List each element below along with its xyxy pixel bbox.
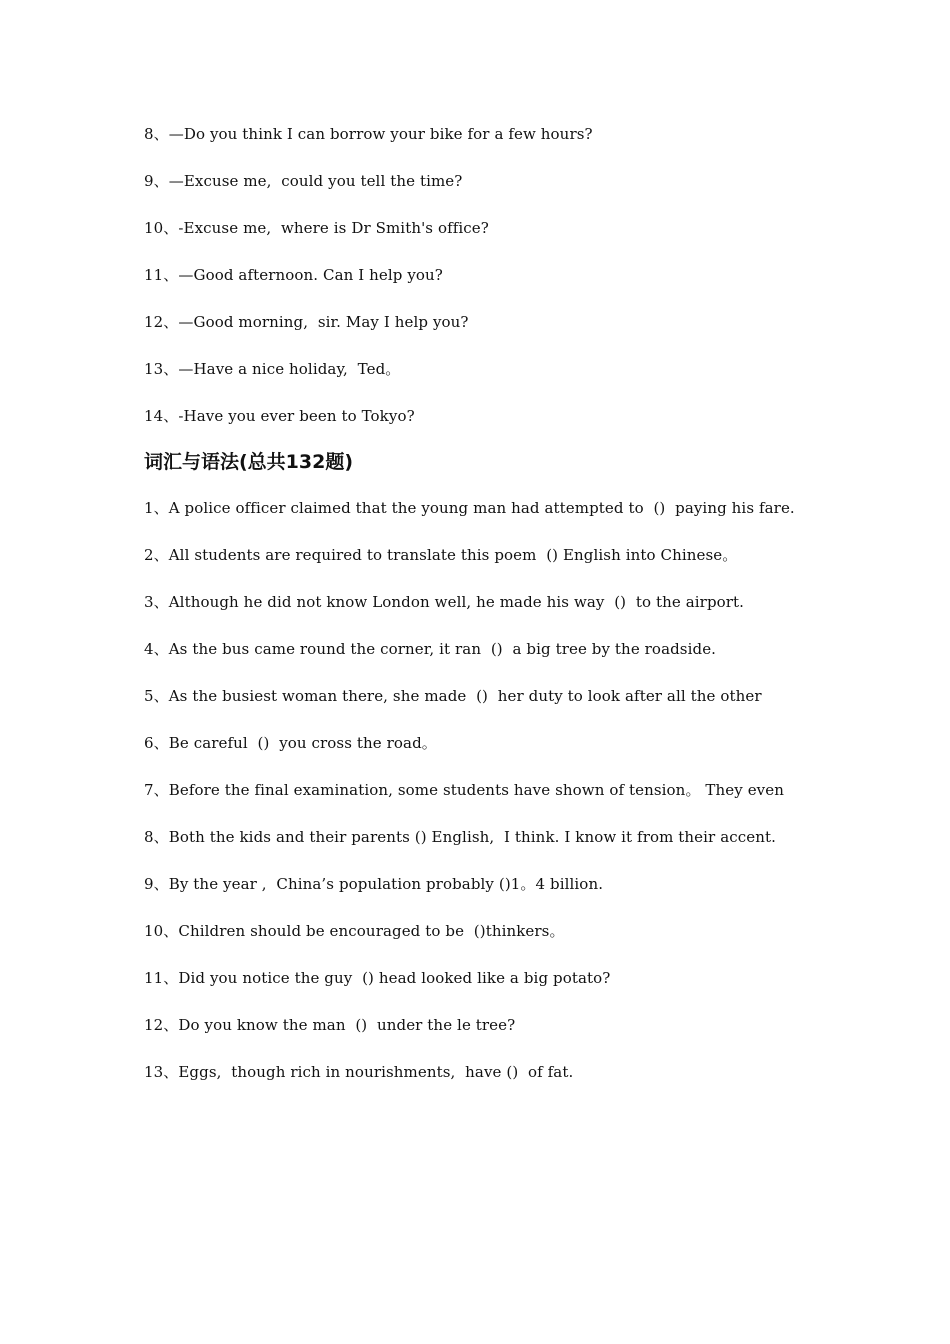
grammar-question-13: 13、Eggs, though rich in nourishments, have () of fat.: [144, 1063, 574, 1081]
question-11: 11、—Good afternoon. Can I help you?: [144, 266, 443, 284]
question-10: 10、-Excuse me, where is Dr Smith's office?: [144, 219, 489, 237]
document-content: [144, 122, 812, 1107]
grammar-question-12: 12、Do you know the man () under the le tree?: [144, 1016, 516, 1034]
question-14: 14、-Have you ever been to Tokyo?: [144, 407, 415, 425]
grammar-question-9: 9、By the year , China’s population probably ()1。4 billion.: [144, 875, 604, 893]
question-12: 12、—Good morning, sir. May I help you?: [144, 313, 469, 331]
grammar-question-2: 2、All students are required to translate this poem () English into Chinese。: [144, 546, 738, 564]
grammar-question-1: 1、A police officer claimed that the young man had attempted to () paying his fare.: [144, 499, 795, 517]
grammar-question-10: 10、Children should be encouraged to be ()thinkers。: [144, 922, 565, 940]
grammar-question-11: 11、Did you notice the guy () head looked like a big potato?: [144, 969, 611, 987]
grammar-question-8: 8、Both the kids and their parents () English, I think. I know it from their accent.: [144, 828, 776, 846]
grammar-question-6: 6、Be careful () you cross the road。: [144, 734, 437, 752]
grammar-question-3: 3、Although he did not know London well, he made his way () to the airport.: [144, 593, 745, 611]
question-9: 9、—Excuse me, could you tell the time?: [144, 172, 463, 190]
section-heading: 词汇与语法(总共132题): [144, 451, 354, 473]
question-13: 13、—Have a nice holiday, Ted。: [144, 360, 401, 378]
grammar-question-7: 7、Before the final examination, some students have shown of tension。 They even: [144, 781, 784, 799]
question-8: 8、—Do you think I can borrow your bike for a few hours?: [144, 125, 593, 143]
grammar-question-4: 4、As the bus came round the corner, it ran () a big tree by the roadside.: [144, 640, 717, 658]
grammar-question-5: 5、As the busiest woman there, she made () her duty to look after all the other: [144, 687, 762, 705]
